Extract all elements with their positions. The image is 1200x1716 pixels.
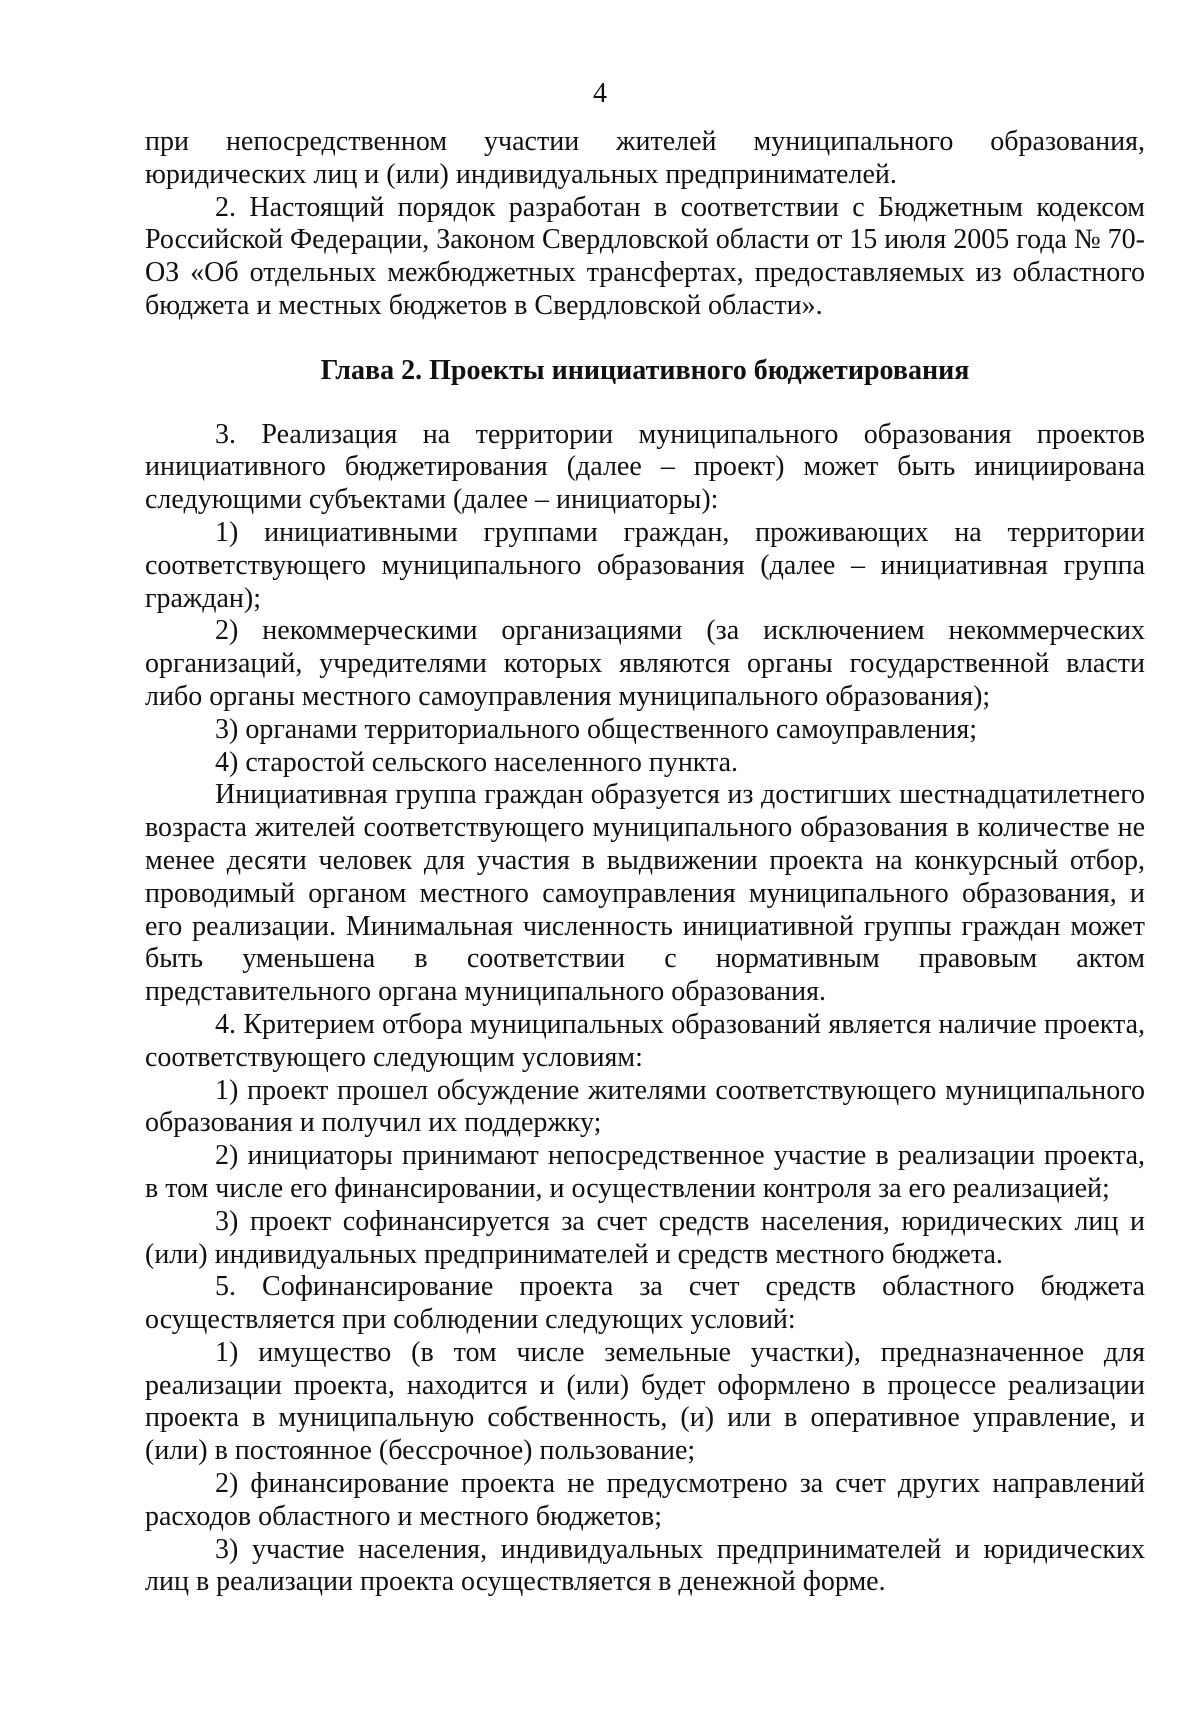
spacer xyxy=(145,323,1145,355)
paragraph: 3. Реализация на территории муниципального образования проектов инициативного бюджетирования (далее – проект) может быть инициирована следующими субъектами (далее – инициаторы): xyxy=(145,418,1145,516)
list-item: 2) инициаторы принимают непосредственное участие в реализации проекта, в том числе его финансировании, и осуществлении контроля за его реализацией; xyxy=(145,1140,1145,1204)
paragraph: при непосредственном участии жителей муниципального образования, юридических лиц и (или) индивидуальных предпринимателей. xyxy=(145,126,1145,190)
list-item: 2) финансирование проекта не предусмотрено за счет других направлений расходов областного и местного бюджетов; xyxy=(145,1468,1145,1532)
list-item: 2) некоммерческими организациями (за исключением некоммерческих организаций, учредителями которых являются органы государственной власти либо органы местного самоуправления муниципального образования); xyxy=(145,615,1145,712)
page-number: 4 xyxy=(593,78,607,109)
paragraph: Инициативная группа граждан образуется из достигших шестнадцатилетнего возраста жителей соответствующего муниципального образования в количестве не менее десяти человек для участия в выдвижении проекта на конкурсный отбор, проводимый органом местного самоуправления муниципального образования, и его реализации. Минимальная численность инициативной группы граждан может быть уменьшена в соответствии с нормативным правовым актом представительного органа муниципального образования. xyxy=(145,779,1145,1008)
document-body xyxy=(145,126,1145,1599)
list-item: 3) участие населения, индивидуальных предпринимателей и юридических лиц в реализации проекта осуществляется в денежной форме. xyxy=(145,1533,1145,1598)
paragraph: 2. Настоящий порядок разработан в соответствии с Бюджетным кодексом Российской Федерации, Законом Свердловской области от 15 июля 2005 года № 70-ОЗ «Об отдельных межбюджетных трансфертах, предоставляемых из областного бюджета и местных бюджетов в Свердловской области». xyxy=(145,191,1145,321)
paragraph: 4. Критерием отбора муниципальных образований является наличие проекта, соответствующего следующим условиям: xyxy=(145,1008,1145,1073)
list-item: 3) органами территориального общественного самоуправления; xyxy=(215,713,978,745)
spacer xyxy=(145,388,1145,419)
list-item: 1) имущество (в том числе земельные участки), предназначенное для реализации проекта, находится и (или) будет оформлено в процессе реализации проекта в муниципальную собственность, (и) или в оперативное управление, и (или) в постоянное (бессрочное) пользование; xyxy=(145,1336,1145,1467)
paragraph: 5. Софинансирование проекта за счет средств областного бюджета осуществляется при соблюдении следующих условий: xyxy=(145,1271,1145,1336)
chapter-heading: Глава 2. Проекты инициативного бюджетирования xyxy=(320,354,970,386)
list-item: 1) инициативными группами граждан, проживающих на территории соответствующего муниципального образования (далее – инициативная группа граждан); xyxy=(145,516,1145,614)
list-item: 1) проект прошел обсуждение жителями соответствующего муниципального образования и получил их поддержку; xyxy=(145,1074,1145,1139)
list-item: 3) проект софинансируется за счет средств населения, юридических лиц и (или) индивидуальных предпринимателей и средств местного бюджета. xyxy=(145,1205,1145,1270)
list-item: 4) старостой сельского населенного пункта. xyxy=(215,746,739,778)
